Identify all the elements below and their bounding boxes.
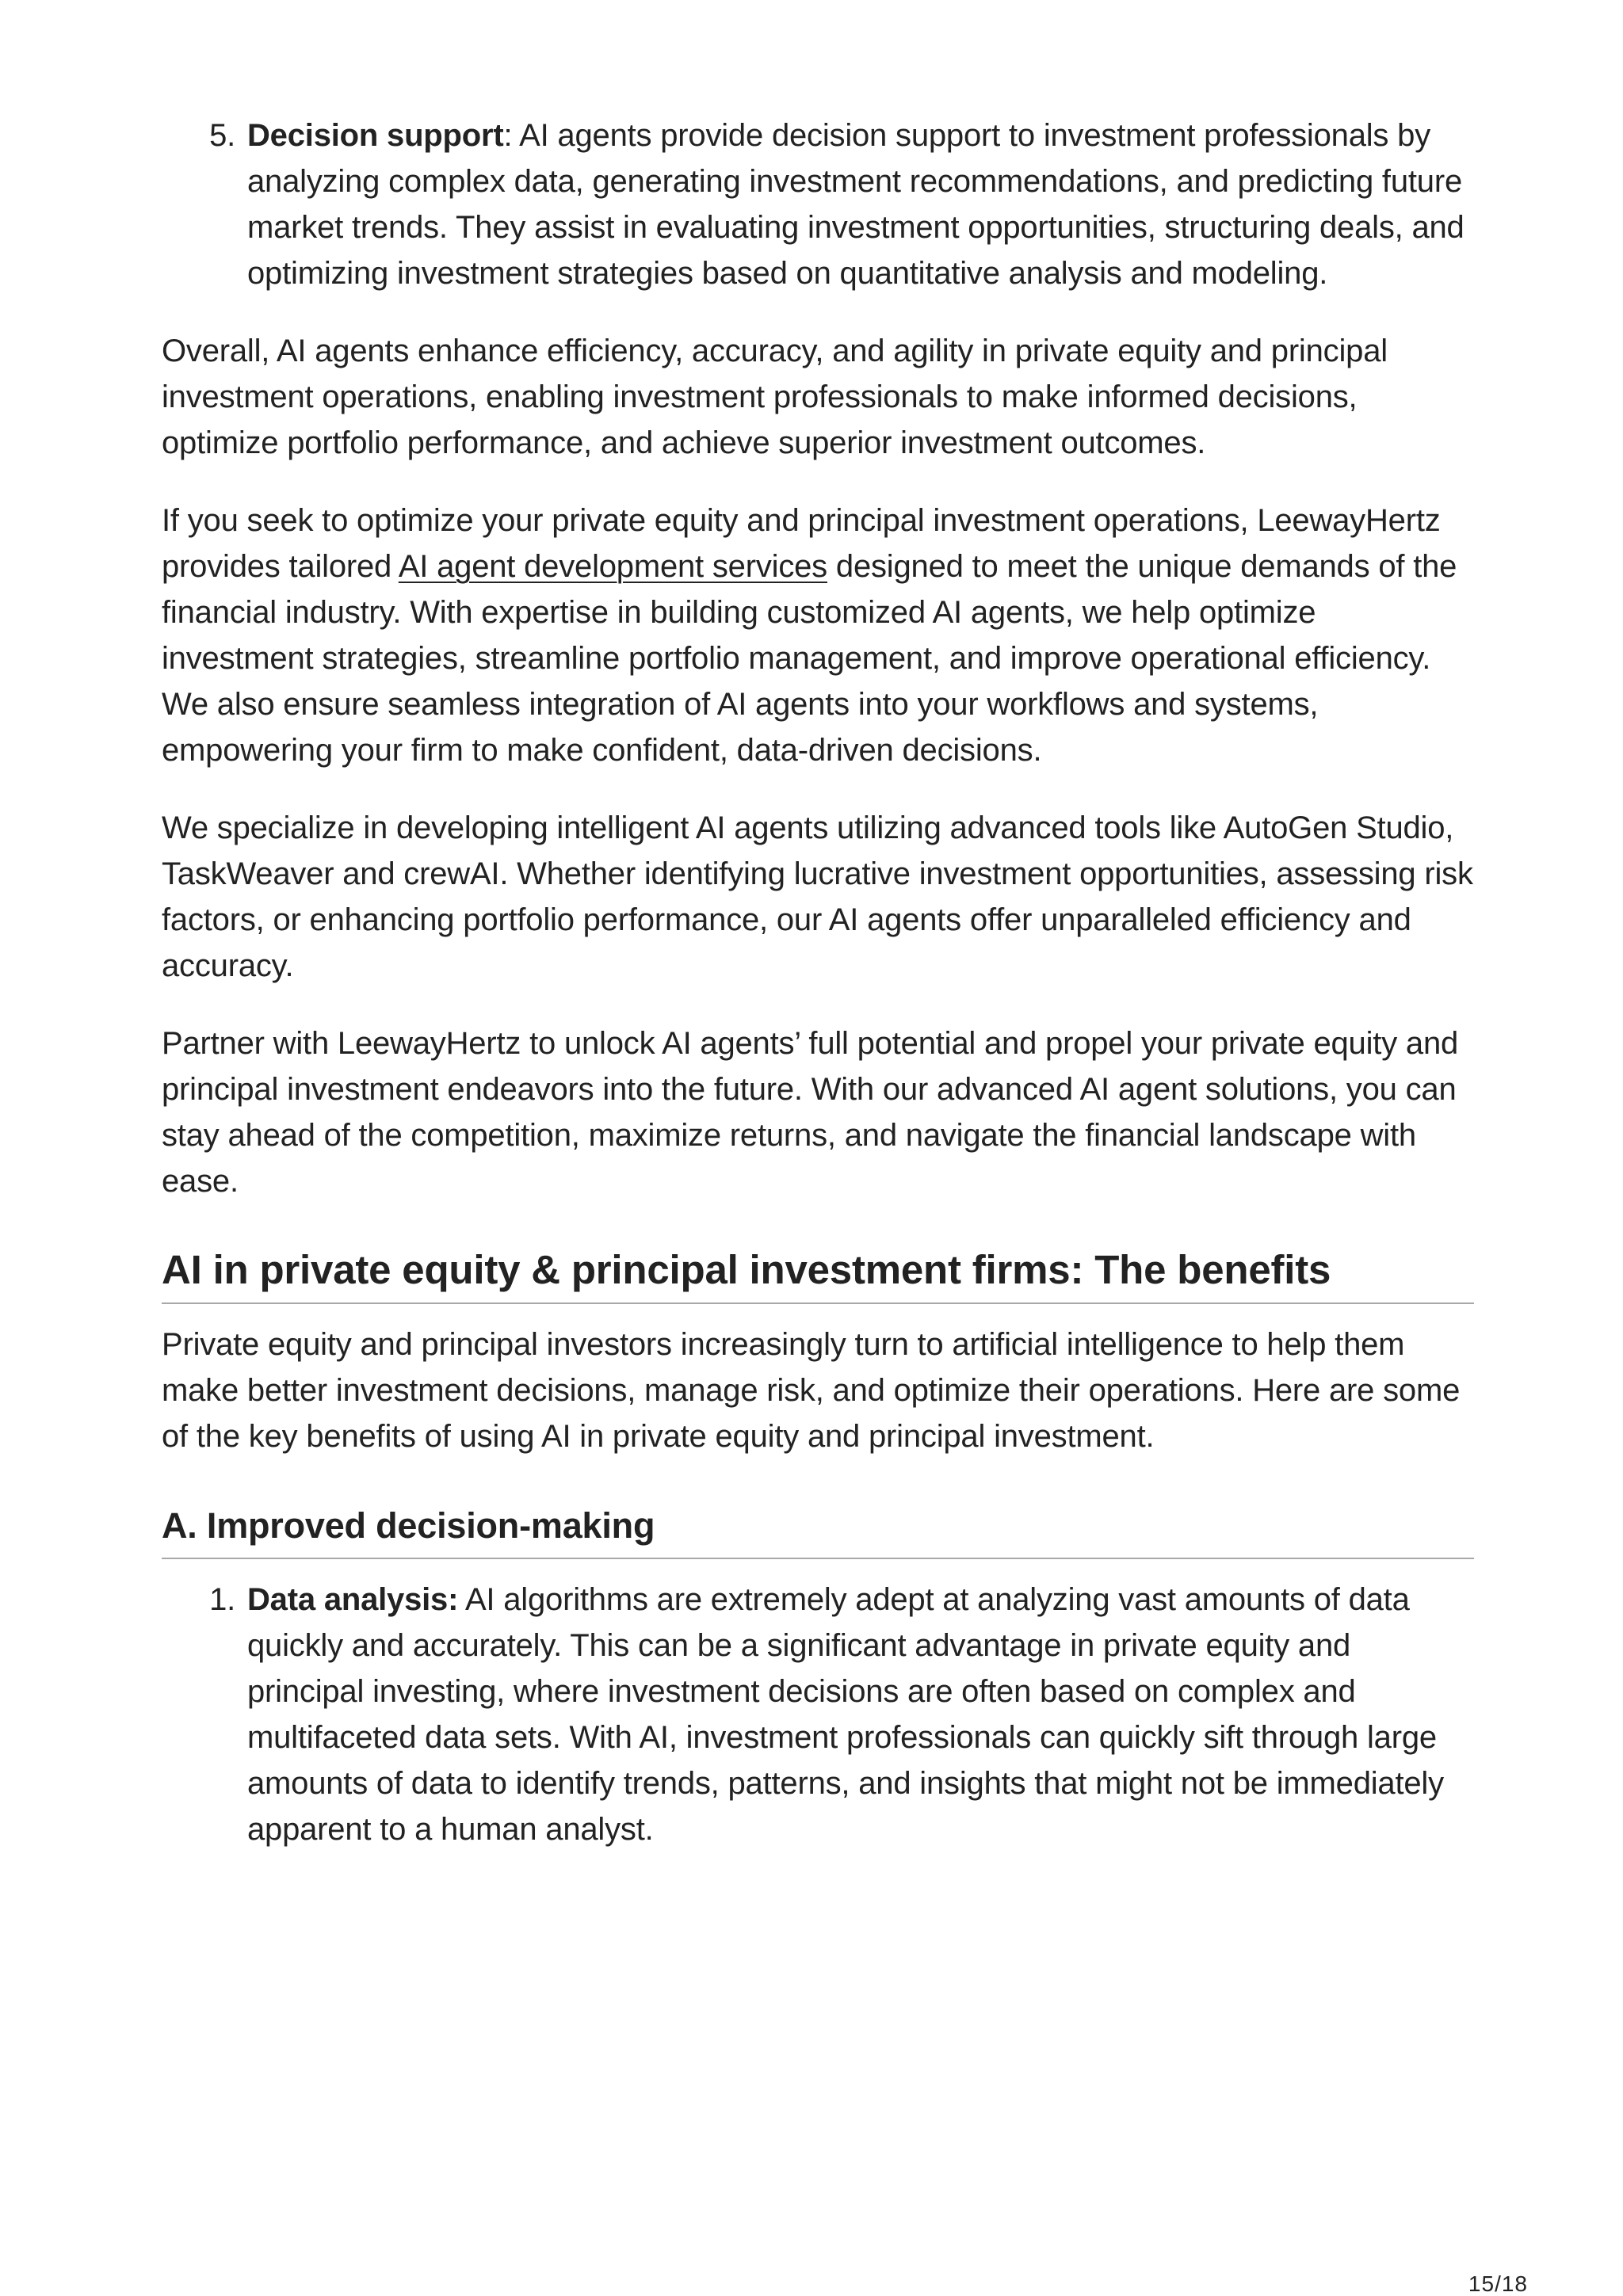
list-item-decision-support (244, 113, 1474, 296)
ai-agent-development-services-link[interactable]: AI agent development services (398, 549, 827, 584)
paragraph-text-before-link: If you seek to optimize your private equity and principal investment operations, LeewayHertz provides tailored (162, 503, 1441, 584)
paragraph-specialize: We specialize in developing intelligent AI agents utilizing advanced tools like AutoGen Studio, TaskWeaver and crewAI. Whether identifying lucrative investment opportunities, assessing risk factors, or enhancing portfolio performance, our AI agents offer unparalleled efficiency and accuracy. (162, 810, 1473, 983)
decision-support-list (162, 113, 1474, 296)
paragraph-text-after-link: designed to meet the unique demands of the financial industry. With expertise in building customized AI agents, we help optimize investment strategies, streamline portfolio management, and improve operational efficiency. We also ensure seamless integration of AI agents into your workflows and systems, empowering your firm to make confident, data-driven decisions. (162, 549, 1457, 768)
paragraph-overall: Overall, AI agents enhance efficiency, accuracy, and agility in private equity and principal investment operations, enabling investment professionals to make informed decisions, optimize portfolio performance, and achieve superior investment outcomes. (162, 334, 1388, 460)
heading-improved-decision-making: A. Improved decision-making (162, 1504, 1474, 1559)
improved-decision-making-list (162, 1577, 1474, 1852)
list-item-term: Decision support (247, 118, 504, 153)
list-item-text: : AI agents provide decision support to investment professionals by analyzing complex data, generating investment recommendations, and predicting future market trends. They assist in evaluating investment opportunities, structuring deals, and optimizing investment strategies based on quantitative analysis and modeling. (247, 118, 1465, 291)
heading-benefits: AI in private equity & principal investment firms: The benefits (162, 1245, 1474, 1304)
paragraph-benefits-intro: Private equity and principal investors increasingly turn to artificial intelligence to help them make better investment decisions, manage risk, and optimize their operations. Here are some of the key benefits of using AI in private equity and principal investment. (162, 1327, 1461, 1454)
paragraph-optimize-operations (162, 498, 1474, 773)
page-number: 15/18 (1468, 2271, 1528, 2296)
list-item-text: AI algorithms are extremely adept at analyzing vast amounts of data quickly and accurately. This can be a significant advantage in private equity and principal investing, where investment decisions are often based on complex and multifaceted data sets. With AI, investment professionals can quickly sift through large amounts of data to identify trends, patterns, and insights that might not be immediately apparent to a human analyst. (247, 1582, 1444, 1847)
document-page (162, 113, 1474, 1884)
paragraph-partner: Partner with LeewayHertz to unlock AI agents’ full potential and propel your private equity and principal investment endeavors into the future. With our advanced AI agent solutions, you can stay ahead of the competition, maximize returns, and navigate the financial landscape with ease. (162, 1026, 1459, 1199)
list-item-term: Data analysis: (247, 1582, 459, 1617)
list-item-data-analysis (244, 1577, 1474, 1852)
